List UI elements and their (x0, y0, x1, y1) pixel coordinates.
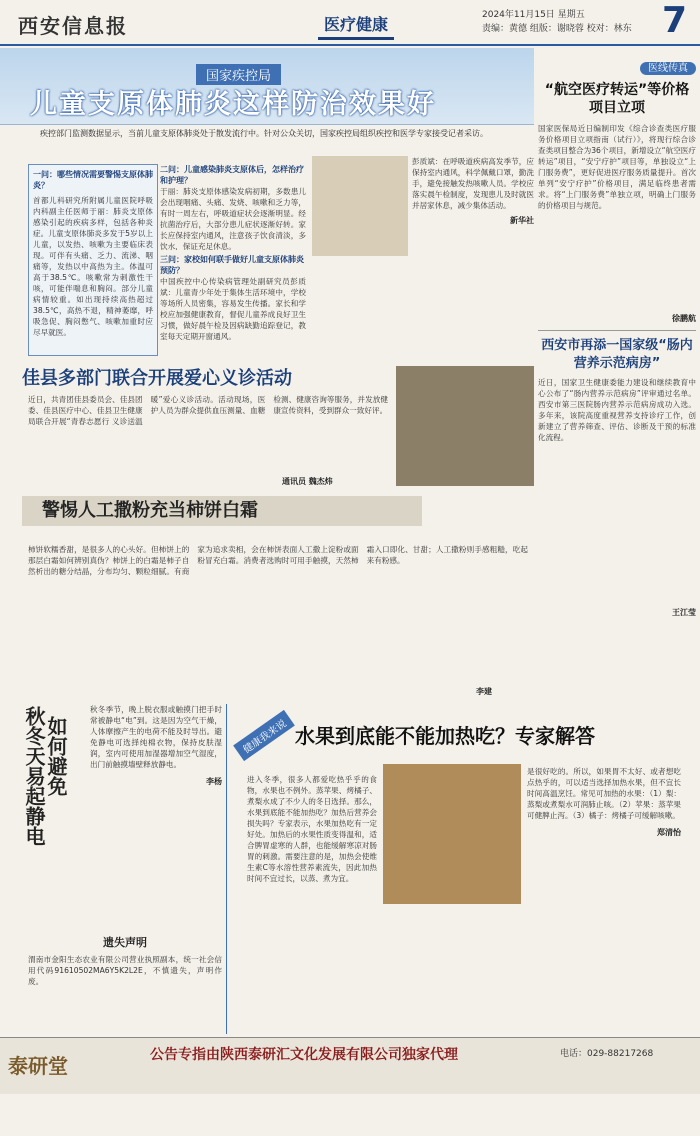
ad-phone: 电话：029-88217268 (560, 1049, 654, 1059)
q-photo (312, 156, 408, 256)
newspaper-logo: 西安信息报 (18, 14, 128, 38)
fruit-tag: 健康我来说 (233, 710, 295, 761)
fruit-right-body: 是很好吃的。所以，如果胃不太好、或者想吃点热乎的，可以适当选择加热水果，但不宜长时间高温烹饪。常见可加热的水果：（1）梨：蒸梨或煮梨水可润肺止咳。（2）苹果：蒸苹果可健脾止泻。（3）橘子：烤橘子可缓解咳嗽。 (527, 767, 681, 820)
q1-body: 首都儿科研究所附属儿童医院呼吸内科副主任医师于丽：肺炎支原体感染引起的疾病多样，包括各种炎症。儿童支原体肺炎多发于5岁以上儿童，以发热、咳嗽为主要临床表现。可伴有头痛、乏力、流涕、咽痛等，发热以中高热为主。体温可高于38.5℃。咳嗽常为刺激性干咳，可能伴喘息和胸闷。部分儿童病情较重。如出现持续高热超过38.5℃，高热不退，精神萎靡，呼吸急促、胸闷憋气、咳嗽加重时应尽早就医。 (33, 196, 153, 337)
autumn-title-1: 秋冬天易起静电 (22, 706, 46, 846)
notice-title: 遗失声明 (103, 936, 147, 949)
love-body-wrap (28, 394, 388, 474)
q4-column (412, 156, 534, 356)
hero-title: 儿童支原体肺炎这样防治效果好 (30, 89, 436, 120)
q2-q3-column (160, 164, 306, 354)
q3-heading: 三问：家校如何联手做好儿童支原体肺炎预防？ (160, 255, 304, 275)
right-body-2: 近日，国家卫生健康委能力建设和继续教育中心公布了“肠内营养示范病房”评审通过名单。西安市第三医院肠内营养示范病房成功入选。多年来，该院高度重视营养支持诊疗工作，创新建立了营养筛查、评估、诊断及干预的标准化流程。 (538, 378, 696, 442)
persimmon-title: 警惕人工撒粉充当柿饼白霜 (42, 500, 258, 521)
right-divider (538, 330, 696, 331)
hero-banner (0, 48, 534, 125)
q2-heading: 二问：儿童感染肺炎支原体后，怎样治疗和护理？ (160, 165, 304, 185)
right-badge: 医线传真 (640, 62, 696, 75)
persimmon-title-bar (22, 496, 422, 526)
date-line: 2024年11月15日 星期五 (482, 10, 585, 20)
autumn-body: 秋冬季节，晚上脱衣服或触摸门把手时常被静电“电”到。这是因为空气干燥，人体摩擦产生的电荷不能及时导出。避免静电可选择纯棉衣物，保持皮肤湿润，室内可使用加湿器增加空气湿度，出门前触摸墙壁释放静电。 (90, 705, 222, 769)
q3-body: 中国疾控中心传染病管理处副研究员彭质斌：儿童青少年处于集体生活环境中，学校等场所人员密集，容易发生传播。家长和学校应加强健康教育，督促儿童养成良好卫生习惯，做好晨午检及因病缺勤追踪登记，教室每天定期开窗通风。 (160, 277, 306, 341)
q1-heading: 一问：哪些情况需要警惕支原体肺炎？ (33, 170, 153, 190)
fruit-signature: 郑清怡 (657, 828, 681, 837)
fruit-article (226, 704, 687, 1034)
hero-kicker: 国家疾控局 (196, 64, 281, 85)
editor-line: 责编：黄德 组版：谢晓蓉 校对：林东 (482, 24, 632, 34)
right-column (538, 56, 696, 706)
page-number: 7 (662, 0, 688, 41)
right-title-1: “航空医疗转运”等价格项目立项 (544, 82, 690, 116)
right-body-1: 国家医保局近日编制印发《综合诊查类医疗服务价格项目立项指南（试行）》，将现行综合诊查类项目整合为36个项目，新增设立“航空医疗转运”项目，“安宁疗护”项目等，单独设立“上门服务费”，更好促进医疗服务质量提升。首次单列“安宁疗护”价格项目，满足临终患者需求。将“上门服务费”单独立项，明确上门服务的价格项目与规范。 (538, 124, 696, 210)
fruit-title: 水果到底能不能加热吃？专家解答 (295, 724, 595, 748)
q2-body: 于丽：肺炎支原体感染发病初期，多数患儿会出现咽痛、头痛、发烧、咳嗽和乏力等，有时一周左右，呼吸道症状会逐渐明显。经抗菌治疗后，大部分患儿症状逐渐好转。家长应保持室内通风，注意孩子饮食清淡，多饮水，保证充足休息。 (160, 187, 306, 250)
hero-intro: 疾控部门监测数据显示，当前儿童支原体肺炎处于散发流行中。针对公众关切，国家疾控局组织疾控和医学专家接受记者采访。 (40, 129, 488, 138)
love-title: 佳县多部门联合开展爱心义诊活动 (22, 368, 292, 389)
persimmon-body-wrap (28, 544, 528, 680)
persimmon-signature: 李建 (476, 687, 492, 696)
notice-body: 渭南市金阳生态农业有限公司营业执照副本，统一社会信用代码91610502MA6Y5K2L2E，不慎遗失，声明作废。 (28, 955, 222, 986)
masthead (0, 0, 700, 46)
q1-box (28, 164, 158, 356)
autumn-signature: 李杨 (206, 777, 222, 786)
love-body: 近日，共青团佳县委员会、佳县团委、佳县医疗中心、佳县卫生健康局联合开展“青春志愿行 义诊送温暖”爱心义诊活动。活动现场，医护人员为群众提供血压测量、血糖检测、健康咨询等服务，并发放健康宣传资料，受到群众一致好评。 (28, 395, 388, 426)
right-signature-2: 王江莹 (672, 608, 696, 617)
fruit-right-wrap (527, 766, 681, 1016)
autumn-title-2: 如何避免 (44, 716, 68, 796)
ad-headline: 公告专指由陕西泰研汇文化发展有限公司独家代理 (150, 1047, 458, 1063)
right-title-2: 西安市再添一国家级“肠内营养示范病房” (541, 338, 693, 371)
lost-notice (28, 934, 222, 1024)
ad-brand: 泰研堂 (8, 1054, 68, 1078)
section-title: 医疗健康 (318, 12, 394, 40)
q4-signature: 新华社 (510, 216, 534, 225)
q4-body: 彭质斌：在呼吸道疾病高发季节，应保持室内通风，科学佩戴口罩，勤洗手，避免接触发热咳嗽人员。学校应落实晨午检制度，发现患儿及时就医并居家休息，减少集体活动。 (412, 157, 534, 210)
fruit-body: 进入冬季，很多人都爱吃热乎乎的食物，水果也不例外。蒸苹果、烤橘子、煮梨水成了不少人的冬日选择。那么，水果到底能不能加热吃？加热后营养会损失吗？专家表示，水果加热吃有一定好处。加热后的水果性质变得温和，适合脾胃虚寒的人群，也能缓解寒凉对肠胃的刺激。需要注意的是，加热会使维生素C等水溶性营养素流失，因此加热时间不宜过长，以蒸、煮为宜。 (247, 775, 377, 883)
bottom-ad (0, 1037, 700, 1094)
persimmon-body: 柿饼软糯香甜，是很多人的心头好。但柿饼上的那层白霜如何辨别真伪？柿饼上的白霜是柿子自然析出的糖分结晶，分布均匀、颗粒细腻。有商家为追求卖相，会在柿饼表面人工撒上淀粉或面粉冒充白霜。消费者选购时可用手触摸，天然柿霜入口即化、甘甜；人工撒粉则手感粗糙，吃起来有粉感。 (28, 545, 528, 576)
fruit-photo (383, 764, 521, 904)
autumn-body-wrap (90, 704, 222, 924)
fruit-body-wrap (247, 774, 377, 1014)
love-photo (396, 366, 534, 486)
right-signature-1: 徐鹏航 (672, 314, 696, 323)
love-signature: 通讯员 魏杰炜 (282, 477, 333, 486)
issue-info (482, 8, 632, 36)
